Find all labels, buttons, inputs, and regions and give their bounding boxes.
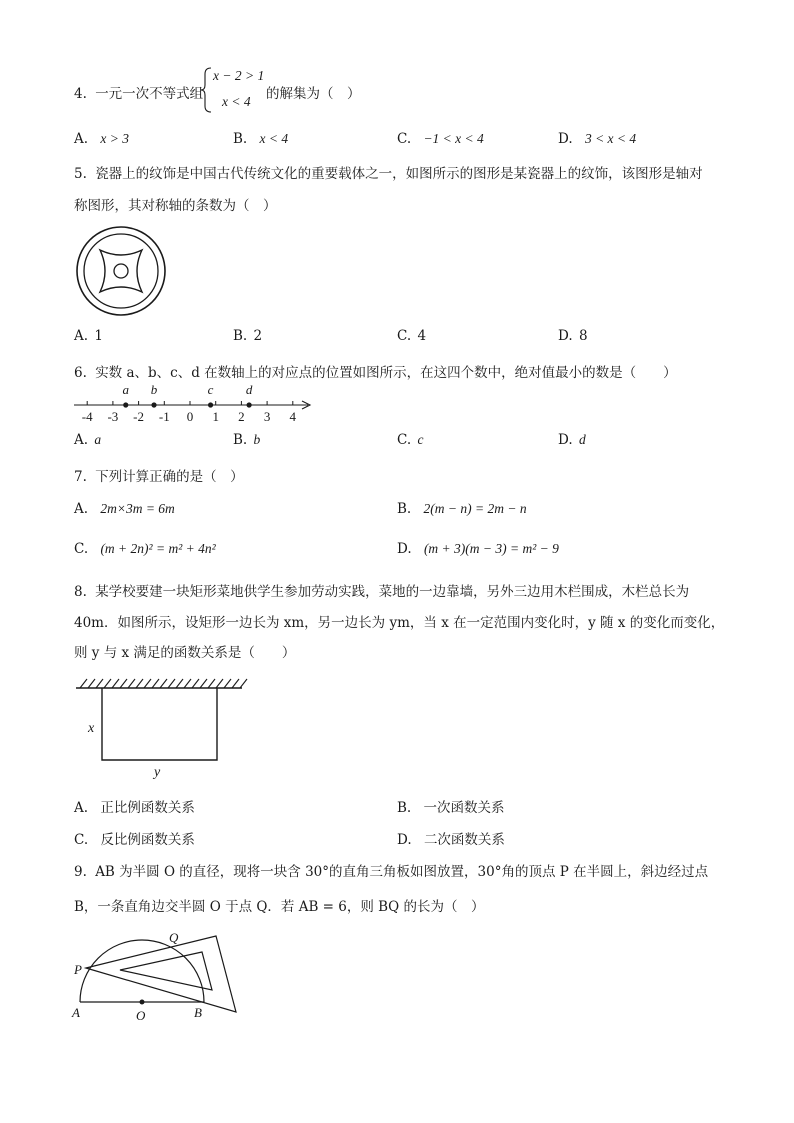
q8-option-d[interactable] [397,828,505,848]
option-label: A. [74,800,89,816]
option-value: −1 < x < 4 [423,131,484,146]
tick-label: -3 [107,409,119,424]
hatch-stroke [120,679,127,688]
q4-system-line-1: x − 2 > 1 [213,68,265,83]
q9-semicircle-triangle-figure [70,924,250,1024]
q4-system-line-2: x < 4 [222,94,251,109]
q5-stem-line-2: 称图形，其对称轴的条数为（ ） [74,198,277,214]
tick-label: -4 [81,409,93,424]
q7-number: 7. [74,469,87,485]
q8-text-1: 某学校要建一块矩形菜地供学生参加劳动实践，菜地的一边靠墙，另外三边用木栏围成，木栏总长为 [95,584,690,600]
hatch-stroke [88,679,95,688]
point-label-b: b [150,382,158,397]
hatch-stroke [216,679,223,688]
option-label: D. [397,832,412,848]
center-point-o [140,1000,145,1005]
option-label: B. [397,501,412,517]
option-label: C. [397,328,412,344]
q8-stem-line-1 [74,580,689,600]
option-value: 二次函数关系 [423,832,505,848]
q9-number: 9. [74,864,87,880]
tick-label: 4 [289,409,297,424]
option-label: C. [397,131,412,147]
label-b: B [194,1005,202,1020]
point-label-d: d [245,382,253,397]
hatch-stroke [232,679,239,688]
option-label: C. [74,541,89,557]
hatch-stroke [224,679,231,688]
option-label: D. [397,541,412,557]
option-label: D. [558,131,573,147]
outer-circle [77,227,165,315]
q7-text: 下列计算正确的是（ ） [95,469,244,485]
q4-number: 4. [74,86,87,102]
q4-text-before: 一元一次不等式组 [95,86,204,102]
option-value: 1 [94,328,103,344]
q5-option-c[interactable] [397,328,426,344]
option-label: A. [74,131,89,147]
q5-porcelain-pattern-figure [74,224,168,318]
hatch-stroke [128,679,135,688]
q8-option-a[interactable] [74,796,195,816]
option-label: C. [74,832,89,848]
q4-stem [74,82,203,102]
option-value: b [253,432,261,447]
q7-option-c[interactable] [74,541,216,557]
hatch-stroke [144,679,151,688]
hatch-stroke [80,679,87,688]
q4-option-b[interactable] [233,131,288,147]
q7-option-b[interactable] [397,501,527,517]
option-label: A. [74,501,89,517]
option-label: D. [558,432,573,448]
option-value: 4 [417,328,427,344]
q6-text: 实数 a、b、c、d 在数轴上的对应点的位置如图所示，在这四个数中，绝对值最小的数是（ ） [95,365,677,381]
option-label: B. [397,800,412,816]
label-a: A [72,1005,80,1020]
q6-option-c[interactable] [397,432,423,448]
option-value: 2(m − n) = 2m − n [423,501,527,516]
hatch-stroke [176,679,183,688]
option-label: C. [397,432,412,448]
semicircle-arc [80,940,204,1002]
q5-option-b[interactable] [233,328,262,344]
q5-number: 5. [74,166,87,182]
option-label: D. [558,328,573,344]
option-value: d [578,432,586,447]
option-label: A. [74,328,89,344]
point-a [123,402,128,407]
wall-hatching [80,679,247,688]
q4-text-after: 的解集为（ ） [266,86,361,102]
q6-option-b[interactable] [233,432,260,448]
option-value: c [417,432,424,447]
q7-option-a[interactable] [74,501,175,517]
option-value: a [94,432,102,447]
q4-brace [200,66,214,114]
tick-label: 1 [212,409,219,424]
point-d [247,402,252,407]
label-q: Q [169,930,179,945]
label-x: x [88,721,95,736]
hatch-stroke [168,679,175,688]
q8-stem-line-2: 40m．如图所示，设矩形一边长为 xm，另一边长为 ym，当 x 在一定范围内变化时，y 随 x 的变化而变化， [74,615,725,631]
q5-option-d[interactable] [558,328,588,344]
hatch-stroke [152,679,159,688]
option-value: (m + 2n)² = m² + 4n² [100,541,216,556]
hatch-stroke [160,679,167,688]
hatch-stroke [184,679,191,688]
q8-number: 8. [74,584,87,600]
tick-label: 0 [186,409,194,424]
q8-option-b[interactable] [397,796,505,816]
point-label-a: a [122,382,129,397]
q7-stem [74,465,244,485]
hatch-stroke [112,679,119,688]
hatch-stroke [136,679,143,688]
option-value: 3 < x < 4 [584,131,637,146]
option-label: B. [233,131,248,147]
q5-option-a[interactable] [74,328,103,344]
center-circle [114,264,128,278]
q6-number: 6. [74,365,87,381]
hatch-stroke [200,679,207,688]
q6-number-line-figure [70,380,320,424]
label-o: O [136,1008,146,1023]
fence-rectangle [102,688,217,760]
q6-option-d[interactable] [558,432,586,448]
q9-text-1: AB 为半圆 O 的直径，现将一块含 30°的直角三角板如图放置，30°角的顶点 P 在半圆上，斜边经过点 [95,864,709,880]
hatch-stroke [240,679,247,688]
point-b [151,402,156,407]
option-value: 2m×3m = 6m [100,501,175,516]
tick-label: -2 [133,409,145,424]
set-square-outer [86,936,236,1012]
option-value: 2 [253,328,263,344]
option-label: B. [233,432,248,448]
hatch-stroke [192,679,199,688]
q8-option-c[interactable] [74,828,195,848]
option-label: B. [233,328,248,344]
option-value: 反比例函数关系 [100,832,195,848]
option-label: A. [74,432,89,448]
hatch-stroke [208,679,215,688]
hatch-stroke [104,679,111,688]
option-value: 一次函数关系 [423,800,505,816]
q5-stem-line-1 [74,162,703,182]
tick-label: 2 [238,409,245,424]
option-value: x > 3 [100,131,129,146]
hatch-stroke [96,679,103,688]
q6-option-a[interactable] [74,432,101,448]
q8-stem-line-3: 则 y 与 x 满足的函数关系是（ ） [74,645,296,661]
inner-ring [84,234,158,308]
concave-square [100,250,142,292]
option-value: (m + 3)(m − 3) = m² − 9 [423,541,559,556]
q4-option-d[interactable] [558,131,636,147]
label-p: P [74,962,82,977]
point-c [208,402,213,407]
q5-text-1: 瓷器上的纹饰是中国古代传统文化的重要载体之一，如图所示的图形是某瓷器上的纹饰，该图形是轴对 [95,166,703,182]
q6-stem [74,361,677,381]
set-square-inner [120,952,212,990]
q4-option-c[interactable] [397,131,484,147]
tick-label: -1 [158,409,170,424]
option-value: 8 [578,328,588,344]
option-value: x < 4 [259,131,289,146]
option-value: 正比例函数关系 [100,800,195,816]
q9-stem-line-2: B，一条直角边交半圆 O 于点 Q．若 AB = 6，则 BQ 的长为（ ） [74,899,485,915]
label-y: y [154,765,161,780]
q8-garden-figure [72,676,248,780]
tick-label: 3 [263,409,271,424]
point-label-c: c [207,382,214,397]
q7-option-d[interactable] [397,541,559,557]
q4-option-a[interactable] [74,131,129,147]
q9-stem-line-1 [74,860,708,880]
